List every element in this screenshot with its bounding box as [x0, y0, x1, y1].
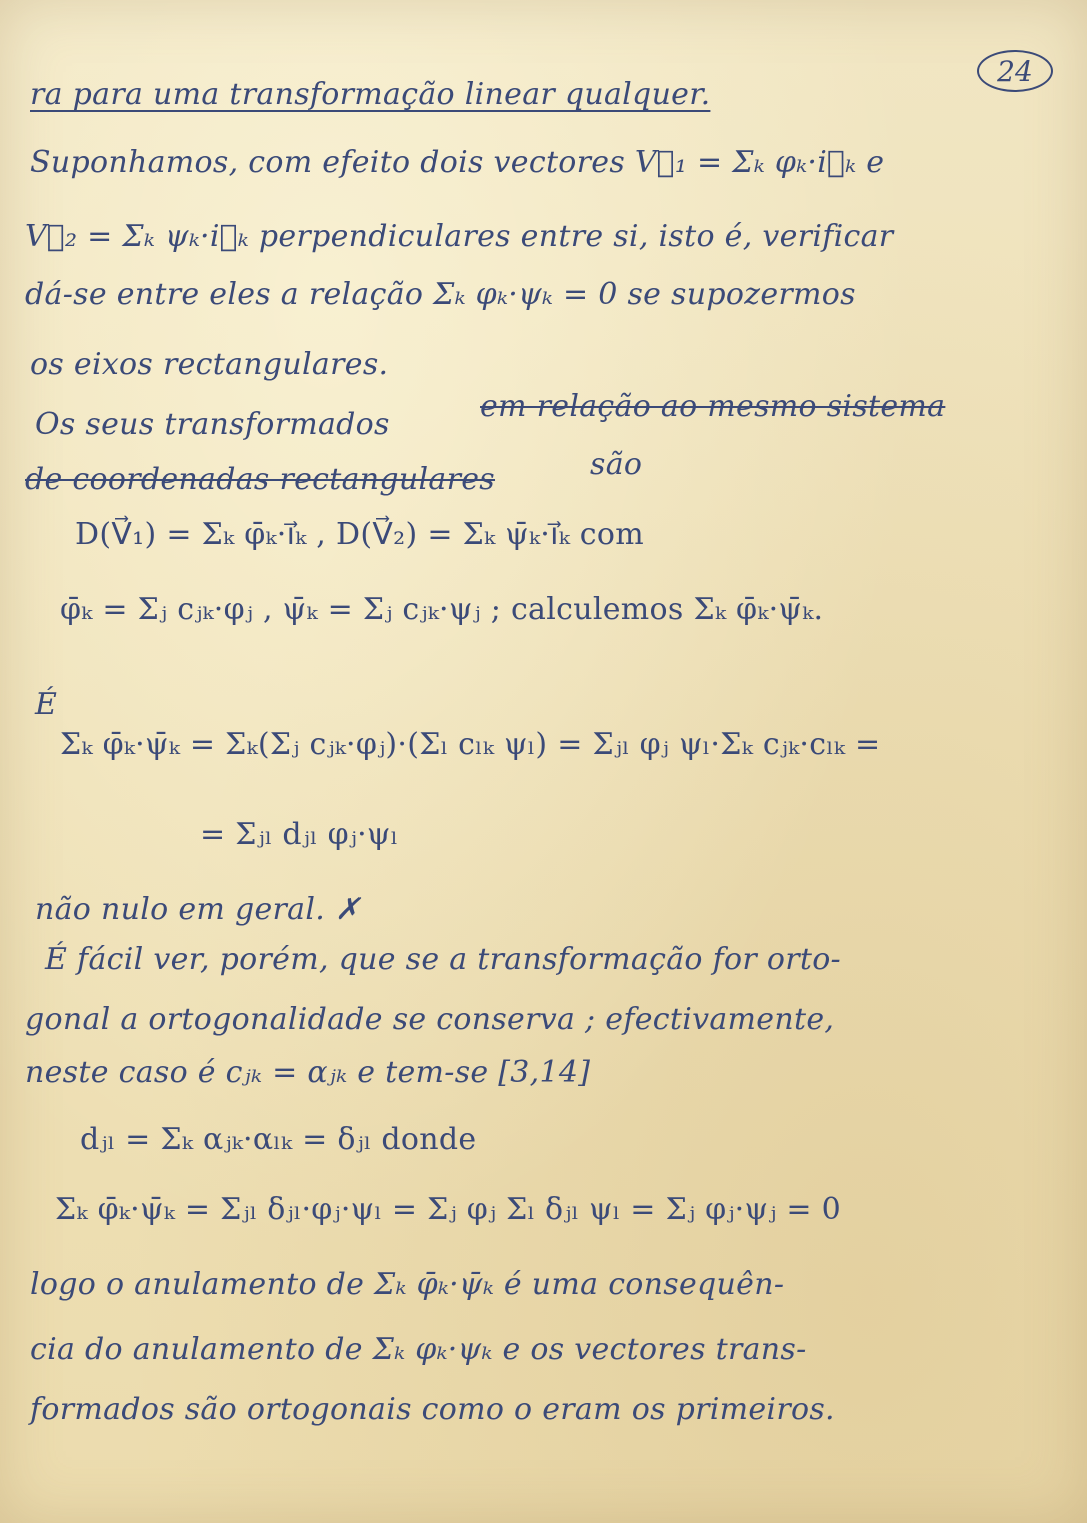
text-line: os eixos rectangulares.	[30, 347, 389, 382]
text-line: É	[35, 687, 58, 722]
struck-text: em relação ao mesmo sistema	[480, 389, 946, 424]
formula-line: φ̄ₖ = Σⱼ cⱼₖ·φⱼ , ψ̄ₖ = Σⱼ cⱼₖ·ψⱼ ; calculemos Σₖ φ̄ₖ·ψ̄ₖ.	[60, 592, 824, 627]
struck-text: de coordenadas rectangulares	[25, 462, 496, 497]
text-line: V⃗₂ = Σₖ ψₖ·i⃗ₖ perpendiculares entre si, isto é, verificar	[25, 219, 894, 254]
formula-line: D(V⃗₁) = Σₖ φ̄ₖ·i⃗ₖ , D(V⃗₂) = Σₖ ψ̄ₖ·i⃗ₖ com	[75, 517, 645, 552]
text-line: formados são ortogonais como o eram os primeiros.	[30, 1392, 835, 1427]
text-line: não nulo em geral. ✗	[35, 892, 361, 927]
text-line: ra para uma transformação linear qualquer.	[30, 77, 711, 112]
page-number-circle	[977, 50, 1053, 92]
page-number: 24	[997, 54, 1033, 88]
text-line: logo o anulamento de Σₖ φ̄ₖ·ψ̄ₖ é uma consequên-	[30, 1267, 785, 1302]
text-line: são	[590, 447, 643, 482]
text-line: Suponhamos, com efeito dois vectores V⃗₁ = Σₖ φₖ·i⃗ₖ e	[30, 145, 885, 180]
text-line: gonal a ortogonalidade se conserva ; efectivamente,	[25, 1002, 835, 1037]
formula-line: Σₖ φ̄ₖ·ψ̄ₖ = Σⱼₗ δⱼₗ·φⱼ·ψₗ = Σⱼ φⱼ Σₗ δⱼₗ ψₗ = Σⱼ φⱼ·ψⱼ = 0	[55, 1192, 842, 1227]
text-line: cia do anulamento de Σₖ φₖ·ψₖ e os vectores trans-	[30, 1332, 807, 1367]
text-line: É fácil ver, porém, que se a transformação for orto-	[45, 942, 841, 977]
formula-line: dⱼₗ = Σₖ αⱼₖ·αₗₖ = δⱼₗ donde	[80, 1122, 477, 1157]
text-line: neste caso é cⱼₖ = αⱼₖ e tem-se [3,14]	[25, 1055, 591, 1090]
formula-line: Σₖ φ̄ₖ·ψ̄ₖ = Σₖ(Σⱼ cⱼₖ·φⱼ)·(Σₗ cₗₖ ψₗ) = Σⱼₗ φⱼ ψₗ·Σₖ cⱼₖ·cₗₖ =	[60, 727, 881, 762]
text-line: dá-se entre eles a relação Σₖ φₖ·ψₖ = 0 se supozermos	[25, 277, 856, 312]
formula-line: = Σⱼₗ dⱼₗ φⱼ·ψₗ	[200, 817, 399, 852]
text-line: Os seus transformados	[35, 407, 390, 442]
